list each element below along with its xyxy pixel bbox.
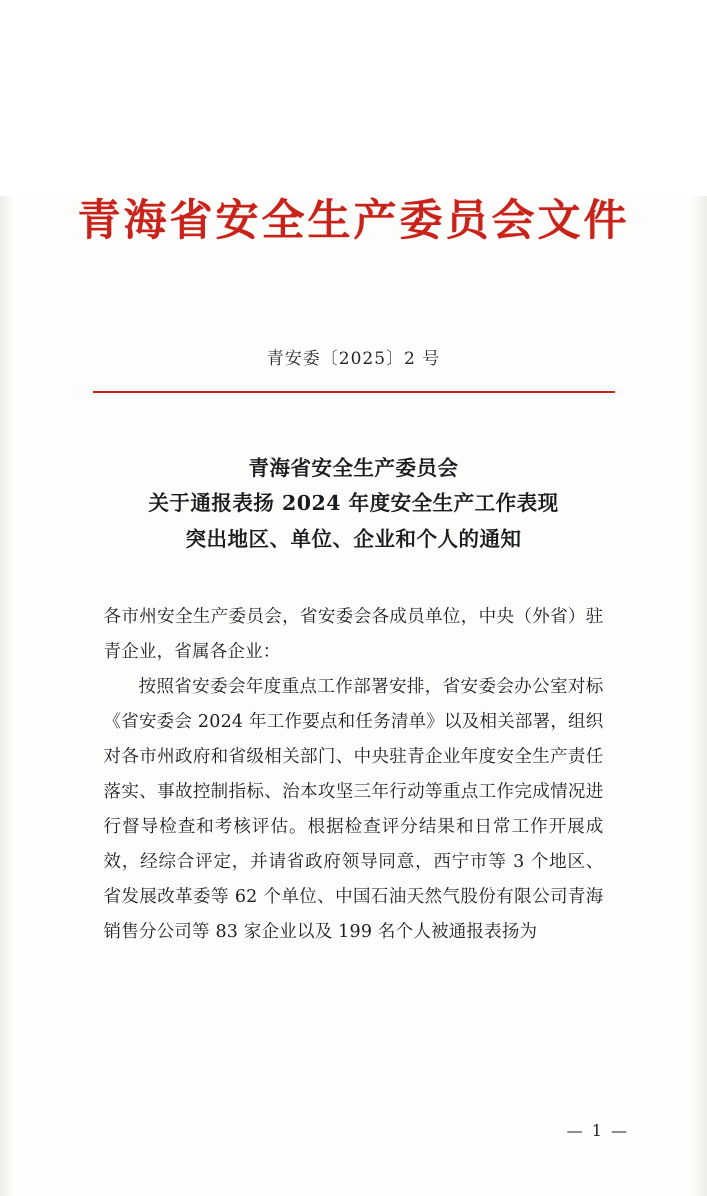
red-divider-rule — [93, 391, 615, 393]
salutation: 各市州安全生产委员会，省安委会各成员单位，中央（外省）驻青企业，省属各企业： — [103, 607, 604, 663]
document-body — [104, 600, 604, 950]
document-header-title: 青海省安全生产委员会文件 — [77, 196, 630, 246]
page-number: — 1 — — [566, 1121, 629, 1140]
document-page — [0, 196, 707, 1196]
body-paragraph-1: 按照省安委会年度重点工作部署安排，省安委会办公室对标《省安委会 2024 年工作要点和任务清单》以及相关部署，组织对各市州政府和省级相关部门、中央驻青企业年度安全生产责任落实、事故控制指标、治本攻坚三年行动等重点工作完成情况进行督导检查和考核评估。根据检查评分结果和日常工作开展成效，经综合评定，并请省政府领导同意，西宁市等 3 个地区、省发展改革委等 62 个单位、中国石油天然气股份有限公司青海销售分公司等 83 家企业以及 199 名个人被通报表扬为 — [103, 677, 604, 943]
document-number: 青安委〔2025〕2 号 — [266, 348, 441, 369]
title-line-1: 青海省安全生产委员会 — [248, 455, 459, 480]
title-line-3: 突出地区、单位、企业和个人的通知 — [185, 527, 522, 552]
title-line-2: 关于通报表扬 2024 年度安全生产工作表现 — [148, 491, 559, 516]
document-title-block — [104, 451, 604, 559]
